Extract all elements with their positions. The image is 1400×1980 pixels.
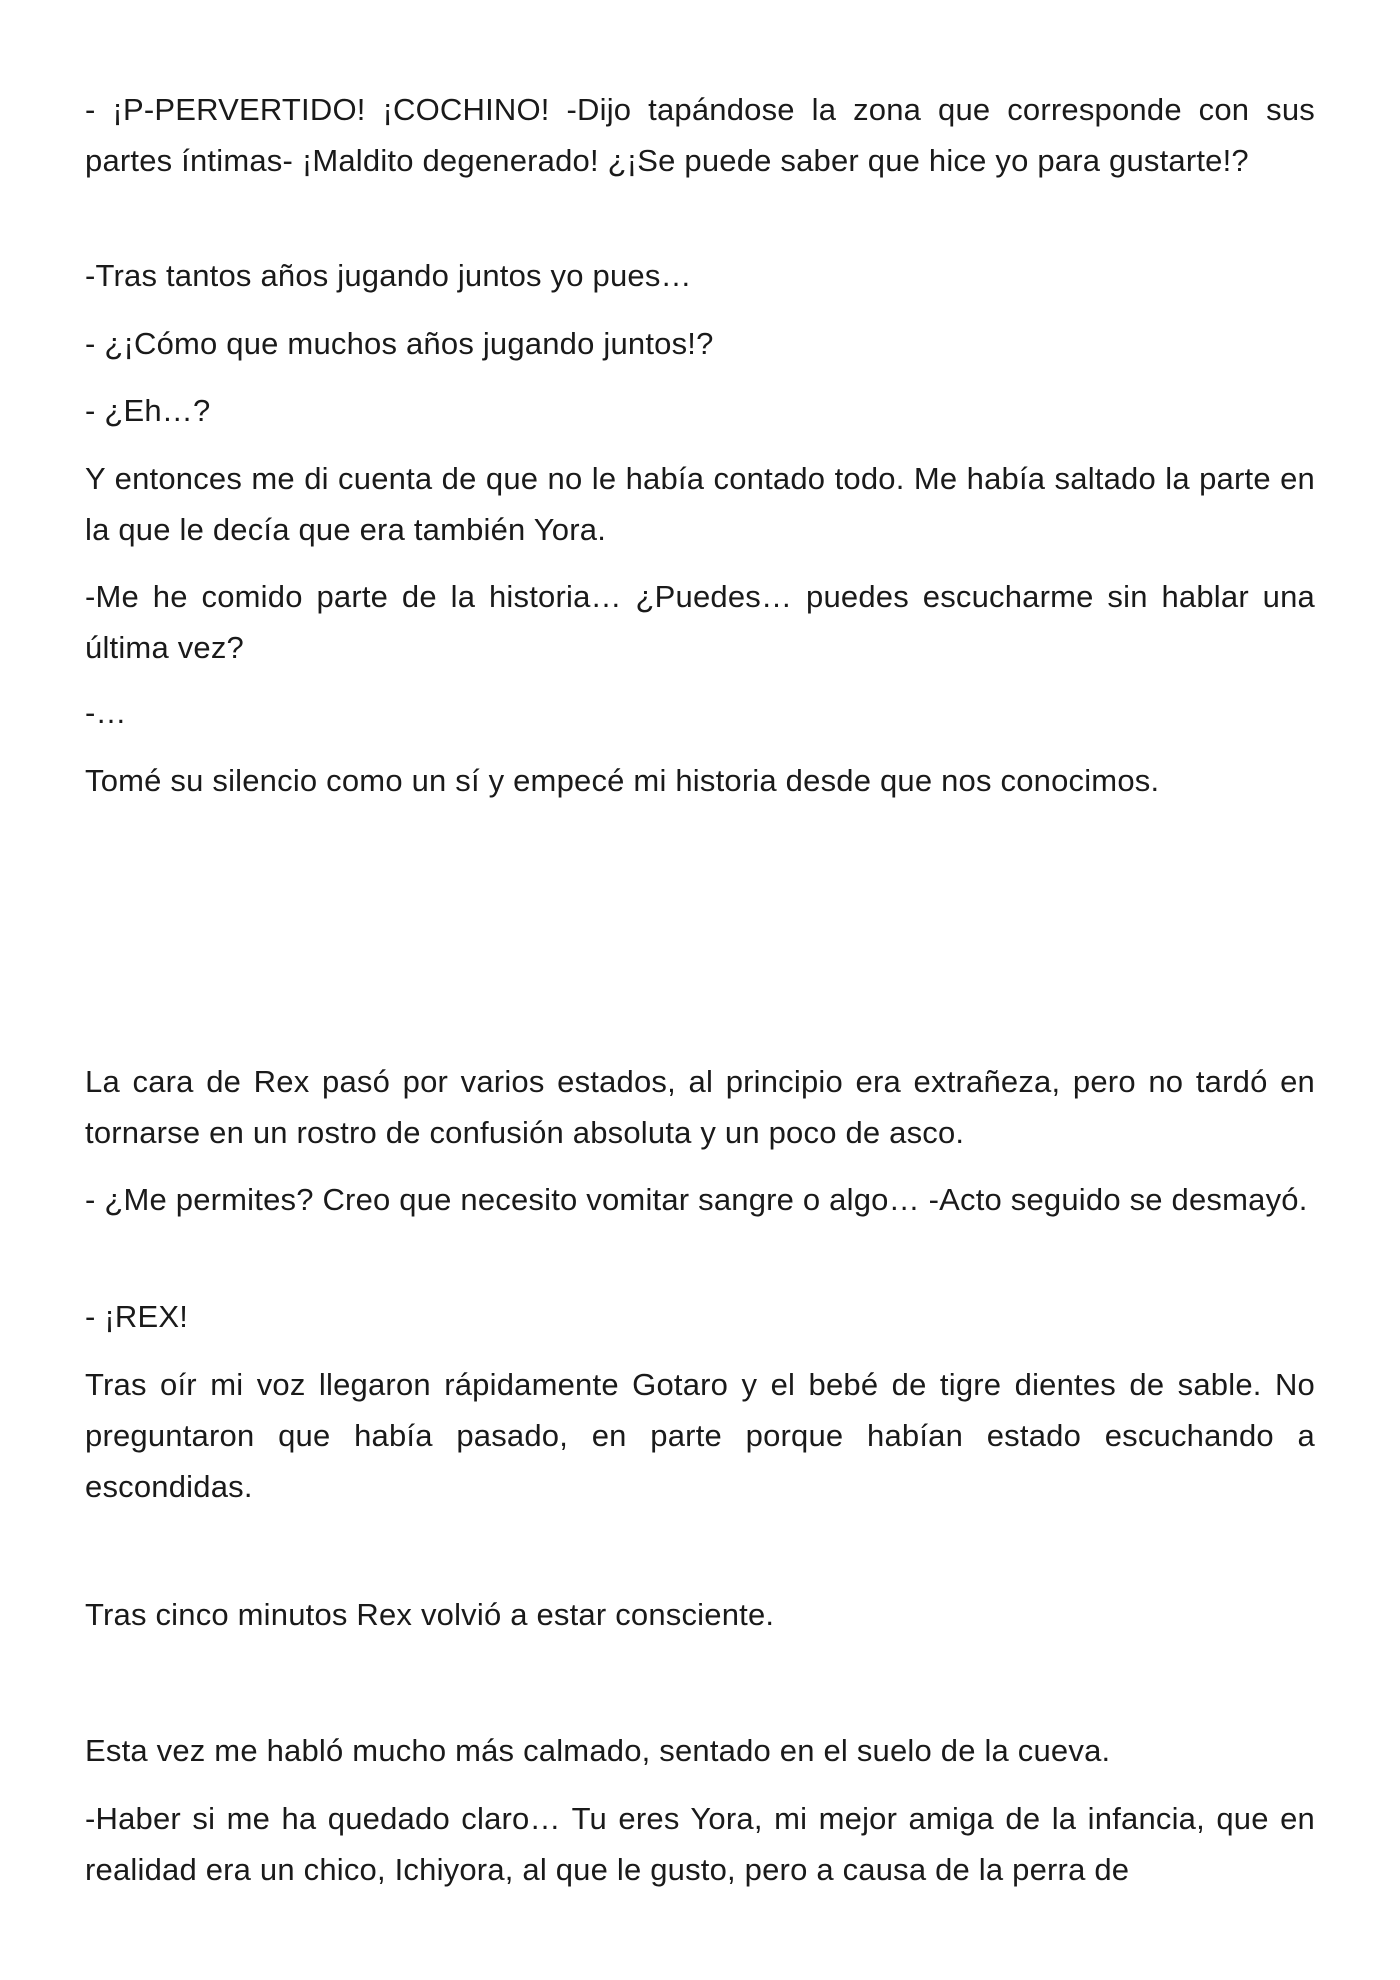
paragraph-7: -… [85, 695, 127, 730]
paragraph-6: -Me he comido parte de la historia… ¿Puedes… puedes escucharme sin hablar una última vez? [85, 579, 1315, 665]
paragraph-9: La cara de Rex pasó por varios estados, al principio era extrañeza, pero no tardó en tornarse en un rostro de confusión absoluta y un poco de asco. [85, 1064, 1315, 1150]
paragraph-2: -Tras tantos años jugando juntos yo pues… [85, 258, 692, 293]
paragraph-12: Tras oír mi voz llegaron rápidamente Gotaro y el bebé de tigre dientes de sable. No preguntaron que había pasado, en parte porque habían estado escuchando a escondidas. [85, 1367, 1315, 1504]
paragraph-5: Y entonces me di cuenta de que no le había contado todo. Me había saltado la parte en la que le decía que era también Yora. [85, 461, 1315, 547]
paragraph-4: - ¿Eh…? [85, 393, 211, 428]
paragraph-8: Tomé su silencio como un sí y empecé mi historia desde que nos conocimos. [85, 763, 1160, 798]
paragraph-3: - ¿¡Cómo que muchos años jugando juntos!? [85, 326, 714, 361]
paragraph-1: - ¡P-PERVERTIDO! ¡COCHINO! -Dijo tapándose la zona que corresponde con sus partes íntimas- ¡Maldito degenerado! ¿¡Se puede saber que hice yo para gustarte!? [85, 92, 1315, 178]
paragraph-14: Esta vez me habló mucho más calmado, sentado en el suelo de la cueva. [85, 1733, 1111, 1768]
paragraph-15: -Haber si me ha quedado claro… Tu eres Yora, mi mejor amiga de la infancia, que en realidad era un chico, Ichiyora, al que le gusto, pero a causa de la perra de [85, 1801, 1315, 1887]
paragraph-10: - ¿Me permites? Creo que necesito vomitar sangre o algo… -Acto seguido se desmayó. [85, 1182, 1308, 1217]
paragraph-11: - ¡REX! [85, 1299, 189, 1334]
paragraph-13: Tras cinco minutos Rex volvió a estar consciente. [85, 1597, 775, 1632]
